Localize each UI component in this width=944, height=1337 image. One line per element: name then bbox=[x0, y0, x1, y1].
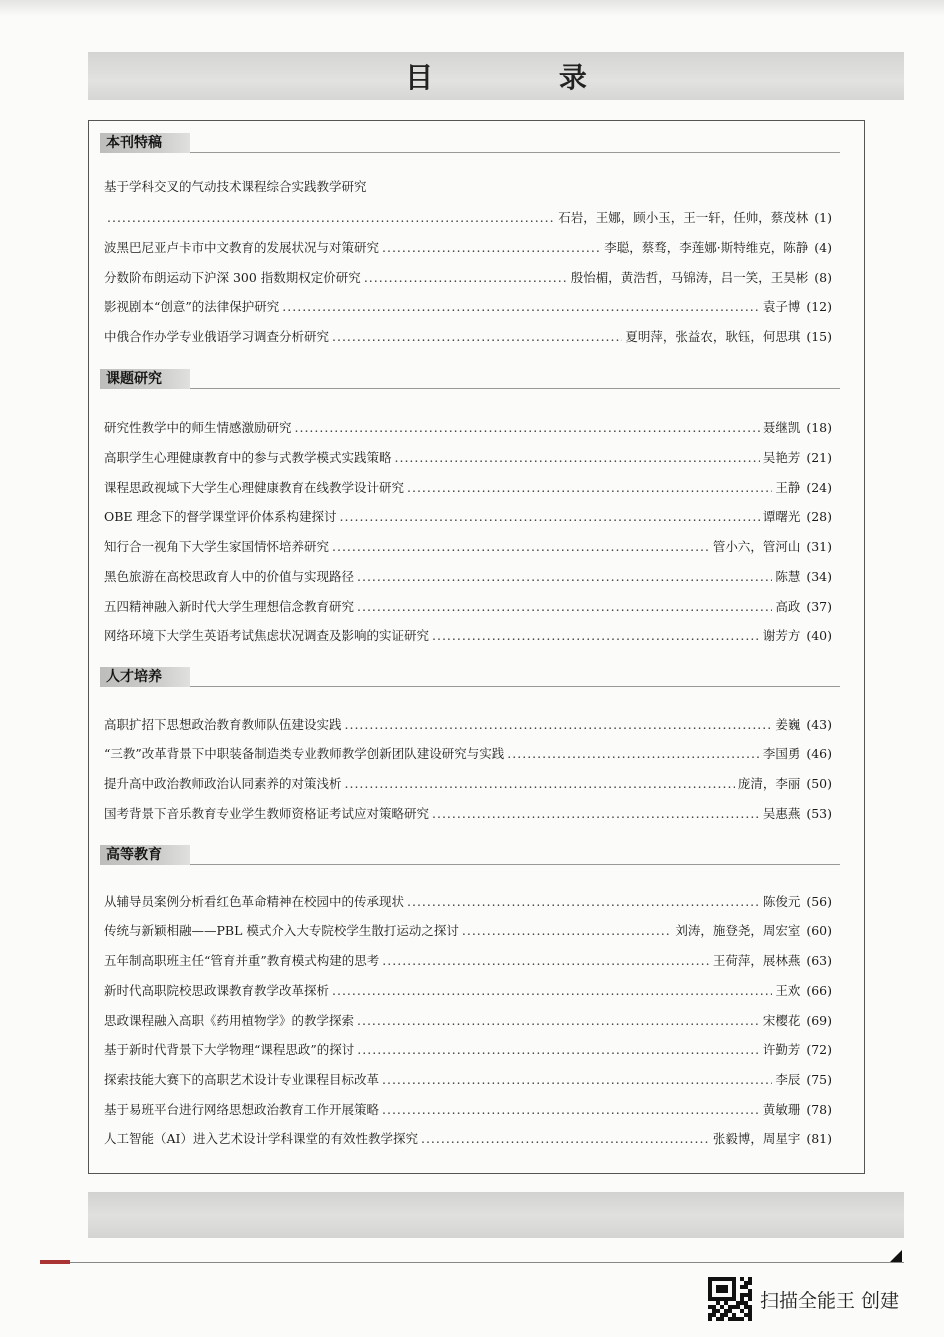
section-rule bbox=[190, 864, 840, 865]
section-title: 课题研究 bbox=[100, 369, 190, 389]
toc-entry-page: (53) bbox=[806, 806, 832, 821]
toc-entry-page: (31) bbox=[806, 539, 832, 554]
toc-entry-authors: 刘涛，施登尧，周宏室 bbox=[675, 923, 801, 938]
leader-dots bbox=[364, 269, 568, 287]
toc-entry-page: (56) bbox=[806, 894, 832, 909]
scan-top-edge bbox=[0, 0, 944, 16]
toc-entry-authors: 庞清，李丽 bbox=[737, 776, 801, 791]
toc-entry-authors: 李聪，蔡骛，李莲娜·斯特维克，陈静 bbox=[604, 240, 809, 255]
toc-entry[interactable] bbox=[104, 621, 832, 645]
toc-entry-authors: 黄敏珊 bbox=[762, 1102, 801, 1117]
toc-entry-authors: 陈俊元 bbox=[762, 894, 801, 909]
toc-entry-page: (8) bbox=[814, 270, 832, 285]
leader-dots bbox=[507, 745, 760, 763]
toc-entry[interactable] bbox=[104, 413, 832, 437]
toc-entry-authors: 李辰 bbox=[775, 1072, 801, 1087]
toc-entry-page: (18) bbox=[806, 420, 832, 435]
toc-entry-title: 黑色旅游在高校思政育人中的价值与实现路径 bbox=[104, 569, 355, 584]
leader-dots bbox=[395, 449, 760, 467]
toc-entry[interactable] bbox=[104, 322, 832, 346]
toc-entry[interactable] bbox=[104, 443, 832, 467]
toc-entry-authors: 姜巍 bbox=[775, 717, 801, 732]
toc-entry-page: (50) bbox=[806, 776, 832, 791]
toc-entry-authors: 吴惠燕 bbox=[762, 806, 801, 821]
toc-entry[interactable] bbox=[104, 946, 832, 970]
leader-dots bbox=[357, 598, 772, 616]
section-header-talent bbox=[100, 667, 840, 687]
toc-entry-title: 分数阶布朗运动下沪深 300 指数期权定价研究 bbox=[104, 270, 361, 285]
toc-entry[interactable] bbox=[104, 233, 832, 257]
corner-mark bbox=[40, 1260, 70, 1264]
toc-entry-authors: 王静 bbox=[775, 480, 801, 495]
toc-entry-title: 传统与新颖相融——PBL 模式介入大专院校学生散打运动之探讨 bbox=[104, 923, 459, 938]
toc-entry-page: (81) bbox=[806, 1131, 832, 1146]
toc-entry-authors: 石岩，王娜，顾小玉，王一轩，任帅，蔡茂林 bbox=[558, 210, 809, 225]
toc-entry-authors: 聂继凯 bbox=[762, 420, 801, 435]
leader-dots bbox=[332, 328, 622, 346]
toc-entry-page: (4) bbox=[814, 240, 832, 255]
toc-entry-authors: 夏明萍，张益农，耿钰，何思琪 bbox=[625, 329, 801, 344]
toc-entry-title: 基于学科交叉的气动技术课程综合实践教学研究 bbox=[104, 179, 367, 194]
toc-entry-page: (15) bbox=[806, 329, 832, 344]
toc-entry[interactable] bbox=[104, 769, 832, 793]
toc-entry-page: (72) bbox=[806, 1042, 832, 1057]
leader-dots bbox=[357, 568, 772, 586]
toc-entry-authors: 宋樱花 bbox=[762, 1013, 801, 1028]
toc-entry-title: “三教”改革背景下中职装备制造类专业教师教学创新团队建设研究与实践 bbox=[104, 746, 505, 761]
toc-entry[interactable] bbox=[104, 739, 832, 763]
leader-dots bbox=[382, 1071, 772, 1089]
toc-entry[interactable] bbox=[104, 562, 832, 586]
toc-entry-page: (69) bbox=[806, 1013, 832, 1028]
section-rule bbox=[190, 388, 840, 389]
toc-entry-title: 知行合一视角下大学生家国情怀培养研究 bbox=[104, 539, 330, 554]
toc-entry-page: (60) bbox=[806, 923, 832, 938]
section-title: 高等教育 bbox=[100, 845, 190, 865]
scanner-watermark bbox=[708, 1277, 899, 1321]
leader-dots bbox=[382, 239, 601, 257]
toc-entry-title: 基于新时代背景下大学物理“课程思政”的探讨 bbox=[104, 1042, 355, 1057]
toc-entry-authors: 吴艳芳 bbox=[762, 450, 801, 465]
section-header-research bbox=[100, 369, 840, 389]
toc-entry-title: 研究性教学中的师生情感激励研究 bbox=[104, 420, 292, 435]
leader-dots bbox=[432, 627, 760, 645]
toc-entry-authors: 陈慧 bbox=[775, 569, 801, 584]
toc-entry-title: 探索技能大赛下的高职艺术设计专业课程目标改革 bbox=[104, 1072, 380, 1087]
toc-entry[interactable] bbox=[104, 592, 832, 616]
toc-entry-page: (78) bbox=[806, 1102, 832, 1117]
section-title: 本刊特稿 bbox=[100, 133, 190, 153]
toc-entry-title: 人工智能（AI）进入艺术设计学科课堂的有效性教学探究 bbox=[104, 1131, 418, 1146]
bottom-bar bbox=[88, 1192, 904, 1238]
page-title: 目 录 bbox=[405, 61, 645, 94]
toc-entry-title: 提升高中政治教师政治认同素养的对策浅析 bbox=[104, 776, 342, 791]
toc-entry-title: 波黑巴尼亚卢卡市中文教育的发展状况与对策研究 bbox=[104, 240, 380, 255]
toc-entry-title: 中俄合作办学专业俄语学习调查分析研究 bbox=[104, 329, 330, 344]
leader-dots bbox=[432, 805, 760, 823]
toc-entry-page: (28) bbox=[806, 509, 832, 524]
toc-entry-page: (12) bbox=[806, 299, 832, 314]
toc-entry[interactable] bbox=[104, 473, 832, 497]
toc-entry-title: 基于易班平台进行网络思想政治教育工作开展策略 bbox=[104, 1102, 380, 1117]
toc-entry-page: (46) bbox=[806, 746, 832, 761]
toc-entry[interactable] bbox=[104, 916, 832, 940]
toc-entry-title: 网络环境下大学生英语考试焦虑状况调查及影响的实证研究 bbox=[104, 628, 430, 643]
toc-entry-page: (43) bbox=[806, 717, 832, 732]
toc-entry[interactable] bbox=[104, 263, 832, 287]
leader-dots bbox=[462, 922, 672, 940]
section-header-higher-ed bbox=[100, 845, 840, 865]
toc-entry-title: 高职学生心理健康教育中的参与式教学模式实践策略 bbox=[104, 450, 392, 465]
toc-entry-page: (21) bbox=[806, 450, 832, 465]
toc-entry-title: 影视剧本“创意”的法律保护研究 bbox=[104, 299, 280, 314]
toc-entry[interactable] bbox=[104, 710, 832, 734]
leader-dots bbox=[382, 952, 710, 970]
qr-code-icon bbox=[708, 1277, 752, 1321]
toc-entry-authors: 王荷萍，展林燕 bbox=[712, 953, 801, 968]
toc-entry-authors: 袁子博 bbox=[762, 299, 801, 314]
toc-entry-authors: 许勤芳 bbox=[762, 1042, 801, 1057]
toc-entry[interactable] bbox=[104, 1006, 832, 1030]
toc-entry[interactable] bbox=[104, 1124, 832, 1148]
leader-dots bbox=[332, 982, 772, 1000]
toc-entry-title: 从辅导员案例分析看红色革命精神在校园中的传承现状 bbox=[104, 894, 405, 909]
toc-entry-authors: 高政 bbox=[775, 599, 801, 614]
toc-entry[interactable] bbox=[104, 1095, 832, 1119]
toc-entry-title: OBE 理念下的督学课堂评价体系构建探讨 bbox=[104, 509, 337, 524]
leader-dots bbox=[357, 1012, 760, 1030]
leader-dots bbox=[340, 508, 760, 526]
toc-entry-page: (63) bbox=[806, 953, 832, 968]
toc-entry-title: 新时代高职院校思政课教育教学改革探析 bbox=[104, 983, 330, 998]
watermark-text: 扫描全能王 创建 bbox=[760, 1289, 900, 1312]
page-edge-line bbox=[40, 1262, 904, 1263]
toc-entry[interactable] bbox=[104, 799, 832, 823]
toc-entry-authors: 王欢 bbox=[775, 983, 801, 998]
toc-entry-page: (24) bbox=[806, 480, 832, 495]
toc-entry[interactable] bbox=[104, 502, 832, 526]
toc-entry[interactable] bbox=[104, 532, 832, 556]
toc-entry-title: 思政课程融入高职《药用植物学》的教学探索 bbox=[104, 1013, 355, 1028]
section-rule bbox=[190, 686, 840, 687]
leader-dots bbox=[345, 716, 773, 734]
toc-entry-page: (1) bbox=[814, 210, 832, 225]
leader-dots bbox=[382, 1101, 760, 1119]
leader-dots bbox=[421, 1130, 710, 1148]
toc-entry-page: (34) bbox=[806, 569, 832, 584]
leader-dots bbox=[345, 775, 735, 793]
toc-entry[interactable] bbox=[104, 976, 832, 1000]
toc-entry-authors: 谢芳方 bbox=[762, 628, 801, 643]
leader-dots bbox=[295, 419, 760, 437]
toc-entry[interactable] bbox=[104, 887, 832, 911]
toc-entry-authors: 张毅博，周星宇 bbox=[712, 1131, 801, 1146]
toc-entry-title: 课程思政视域下大学生心理健康教育在线教学设计研究 bbox=[104, 480, 405, 495]
title-bar bbox=[88, 52, 904, 100]
section-header-feature bbox=[100, 133, 840, 153]
toc-entry[interactable] bbox=[104, 1035, 832, 1059]
section-rule bbox=[190, 152, 840, 153]
toc-entry-authors: 李国勇 bbox=[762, 746, 801, 761]
toc-entry-title: 五年制高职班主任“管育并重”教育模式构建的思考 bbox=[104, 953, 380, 968]
toc-entry[interactable] bbox=[104, 203, 832, 227]
toc-entry-title: 高职扩招下思想政治教育教师队伍建设实践 bbox=[104, 717, 342, 732]
toc-entry-authors: 殷怡楣，黄浩哲，马锦涛，吕一笑，王昊彬 bbox=[570, 270, 809, 285]
leader-dots bbox=[107, 209, 555, 227]
leader-dots bbox=[407, 479, 772, 497]
toc-entry-title: 国考背景下音乐教育专业学生教师资格证考试应对策略研究 bbox=[104, 806, 430, 821]
leader-dots bbox=[407, 893, 760, 911]
leader-dots bbox=[332, 538, 710, 556]
toc-entry-page: (75) bbox=[806, 1072, 832, 1087]
toc-entry-page: (66) bbox=[806, 983, 832, 998]
toc-entry[interactable] bbox=[104, 1065, 832, 1089]
toc-entry-authors: 管小六，管河山 bbox=[712, 539, 801, 554]
toc-entry-title: 五四精神融入新时代大学生理想信念教育研究 bbox=[104, 599, 355, 614]
toc-entry-page: (37) bbox=[806, 599, 832, 614]
corner-arrow-icon bbox=[890, 1250, 902, 1262]
toc-entry[interactable] bbox=[104, 292, 832, 316]
leader-dots bbox=[357, 1041, 760, 1059]
leader-dots bbox=[282, 298, 760, 316]
section-title: 人才培养 bbox=[100, 667, 190, 687]
toc-entry-page: (40) bbox=[806, 628, 832, 643]
toc-entry-authors: 谭曙光 bbox=[762, 509, 801, 524]
